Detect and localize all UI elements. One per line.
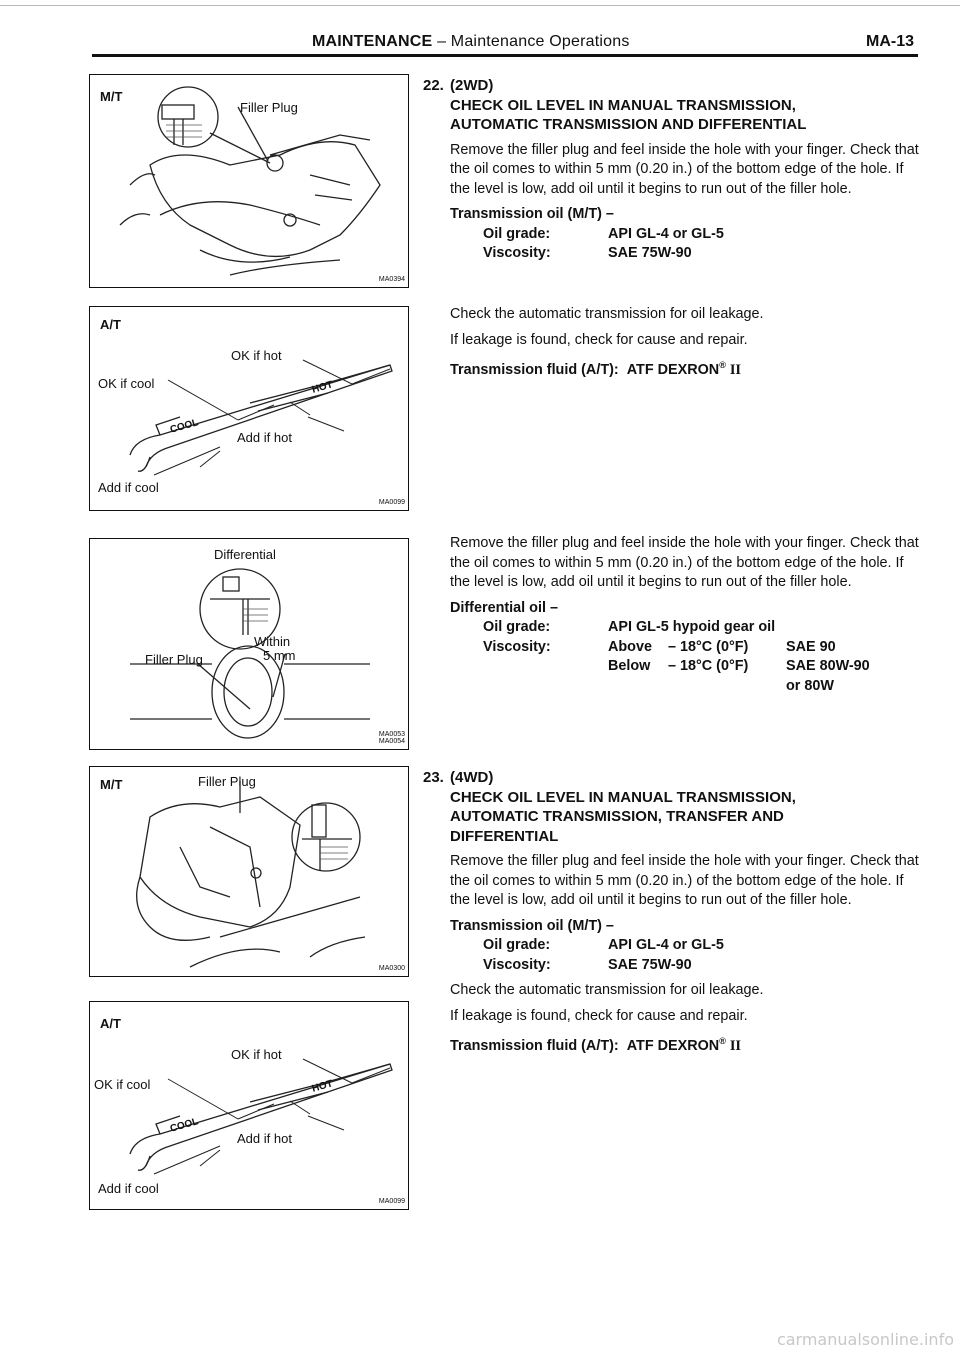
figure-code: MA0300: [378, 965, 405, 973]
procedure-text: Remove the filler plug and feel inside the hole with your finger. Check that the oil comes to within 5 mm (0.20 in.) of the bottom edge of the hole. If the level is low, add oil until it begins to run out of the filler hole.: [450, 853, 919, 908]
section-heading: (4WD) CHECK OIL LEVEL IN MANUAL TRANSMISSION, AUTOMATIC TRANSMISSION, TRANSFER AND DIFFERENTIAL: [450, 769, 796, 845]
figure-mt-2wd: [89, 74, 409, 288]
at-repair-text: If leakage is found, check for cause and repair.: [450, 331, 748, 348]
figure-at-dipstick-4wd: [89, 1001, 409, 1210]
filler-plug-label: Filler Plug: [240, 100, 298, 115]
figure-tag: A/T: [100, 1016, 121, 1031]
add-if-cool-label: Add if cool: [98, 480, 159, 495]
figure-code: MA0053 MA0054: [378, 730, 405, 746]
section-22: [423, 76, 923, 264]
figure-code: MA0099: [378, 499, 405, 507]
at-leak-check-text: Check the automatic transmission for oil leakage.: [450, 982, 764, 998]
section-23: [423, 768, 923, 1056]
section-22-differential: [423, 534, 923, 696]
at-fluid-spec: Transmission fluid (A/T): ATF DEXRON® II: [450, 1036, 742, 1054]
cool-mark-label: COOL: [168, 1116, 200, 1135]
top-scan-rule: [0, 5, 960, 6]
ok-if-hot-label: OK if hot: [231, 1047, 282, 1062]
mt-4wd-illustration: [90, 767, 408, 976]
ok-if-cool-label: OK if cool: [94, 1077, 151, 1092]
figure-tag: A/T: [100, 317, 121, 332]
differential-illustration: [90, 539, 408, 749]
differential-oil-spec: Differential oil – Oil grade: API GL-5 hypoid gear oil Viscosity: Above – 18°C (0°F) SAE 90 Below – 18°C (0°F) SAE 80W-90 or 80W: [450, 599, 870, 694]
cool-mark-label: COOL: [168, 417, 200, 436]
mt-oil-spec: Transmission oil (M/T) – Oil grade: API GL-4 or GL-5 Viscosity: SAE 75W-90: [450, 206, 724, 261]
within-label: Within: [254, 634, 291, 649]
add-if-hot-label: Add if hot: [237, 430, 292, 445]
section-heading: (2WD) CHECK OIL LEVEL IN MANUAL TRANSMISSION, AUTOMATIC TRANSMISSION AND DIFFERENTIAL: [450, 77, 807, 133]
section-number: 22.: [423, 77, 444, 94]
add-if-hot-label: Add if hot: [237, 1131, 292, 1146]
filler-plug-label: Filler Plug: [198, 774, 256, 789]
figure-at-dipstick-2wd: [89, 306, 409, 511]
filler-plug-label: Filler Plug: [145, 652, 203, 667]
figure-tag: M/T: [100, 777, 123, 792]
section-22-at: [423, 305, 923, 380]
at-leak-check-text: Check the automatic transmission for oil leakage.: [450, 306, 764, 322]
mt-oil-spec: Transmission oil (M/T) – Oil grade: API GL-4 or GL-5 Viscosity: SAE 75W-90: [450, 917, 724, 973]
ok-if-hot-label: OK if hot: [231, 348, 282, 363]
figure-code: MA0394: [378, 276, 405, 284]
header-rule: [92, 54, 918, 57]
hot-mark-label: HOT: [310, 379, 335, 396]
differential-title: Differential: [214, 547, 276, 562]
figure-mt-4wd: [89, 766, 409, 977]
five-mm-label: 5 mm: [263, 648, 296, 663]
watermark: carmanualsonline.info: [776, 1330, 954, 1349]
section-number: 23.: [423, 769, 444, 786]
at-fluid-spec: Transmission fluid (A/T): ATF DEXRON® II: [450, 360, 742, 378]
differential-procedure-text: Remove the filler plug and feel inside the hole with your finger. Check that the oil comes to within 5 mm (0.20 in.) of the bottom edge of the hole. If the level is low, add oil until it begins to run out of the filler hole.: [450, 535, 919, 590]
at-repair-text: If leakage is found, check for cause and repair.: [450, 1007, 748, 1024]
dipstick-illustration: [90, 1002, 408, 1209]
page-title: MAINTENANCE – Maintenance Operations: [312, 33, 630, 50]
page-number: MA-13: [865, 33, 914, 50]
figure-differential: [89, 538, 409, 750]
procedure-text: Remove the filler plug and feel inside the hole with your finger. Check that the oil comes to within 5 mm (0.20 in.) of the bottom edge of the hole. If the level is low, add oil until it begins to run out of the filler hole.: [450, 141, 919, 197]
add-if-cool-label: Add if cool: [98, 1181, 159, 1196]
hot-mark-label: HOT: [310, 1078, 335, 1095]
figure-code: MA0099: [378, 1198, 405, 1206]
figure-tag: M/T: [100, 89, 123, 104]
ok-if-cool-label: OK if cool: [98, 376, 155, 391]
